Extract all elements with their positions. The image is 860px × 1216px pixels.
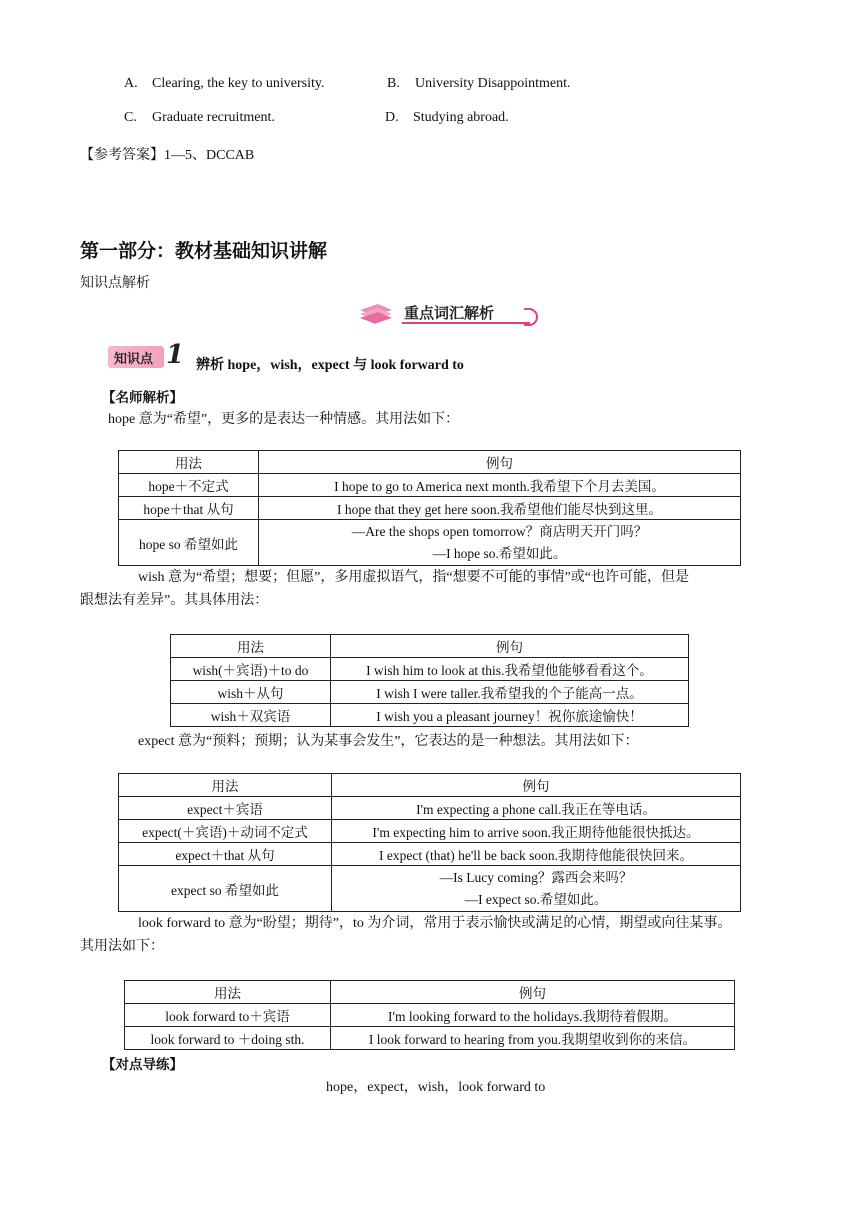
teacher-analysis-label: 【名师解析】 (102, 390, 183, 406)
look-forward-intro-line-2: 其用法如下： (80, 939, 164, 954)
usage-cell: hope so 希望如此 (119, 520, 259, 566)
usage-cell: expect so 希望如此 (119, 866, 332, 912)
header-example: 例句 (259, 451, 741, 474)
example-cell: I wish you a pleasant journey！祝你旅途愉快！ (331, 704, 689, 727)
header-example: 例句 (332, 774, 741, 797)
expect-intro: expect 意为“预料；预期；认为某事会发生”，它表达的是一种想法。其用法如下： (138, 734, 639, 749)
usage-cell: look forward to＋宾语 (125, 1004, 331, 1027)
header-usage: 用法 (171, 635, 331, 658)
header-example: 例句 (331, 981, 735, 1004)
subsection-title: 知识点解析 (80, 276, 150, 291)
look-forward-intro (80, 912, 790, 958)
example-cell: I wish I were taller.我希望我的个子能高一点。 (331, 681, 689, 704)
usage-cell: expect＋that 从句 (119, 843, 332, 866)
knowledge-point-badge-label: 知识点 (114, 352, 154, 367)
table-header-row (171, 635, 689, 658)
option-c (124, 110, 275, 126)
example-line-2: —I expect so.希望如此。 (464, 891, 608, 907)
wish-intro-line-1: wish 意为“希望；想要；但愿”，多用虚拟语气，指“想要不可能的事情”或“也许可能，但是 (138, 570, 690, 585)
option-b (387, 76, 571, 92)
table-row (171, 704, 689, 727)
example-line-1: —Is Lucy coming？露西会来吗？ (439, 869, 633, 885)
option-d (385, 110, 509, 126)
knowledge-point-number: 1 (166, 340, 185, 370)
option-c-text: Graduate recruitment. (152, 110, 275, 125)
usage-cell: expect＋宾语 (119, 797, 332, 820)
header-usage: 用法 (119, 774, 332, 797)
example-cell: I look forward to hearing from you.我期望收到你的来信。 (331, 1027, 735, 1050)
usage-cell: expect(＋宾语)＋动词不定式 (119, 820, 332, 843)
example-cell: I'm expecting him to arrive soon.我正期待他能很快抵达。 (332, 820, 741, 843)
example-cell (259, 520, 741, 566)
word-bank: hope，expect，wish，look forward to (326, 1080, 546, 1095)
example-cell: I expect (that) he'll be back soon.我期待他能很快回来。 (332, 843, 741, 866)
banner-hook (524, 308, 538, 326)
hope-intro: hope 意为“希望”，更多的是表达一种情感。其用法如下： (108, 412, 460, 427)
wish-intro-line-2: 跟想法有差异”。其具体用法： (80, 593, 269, 608)
option-d-text: Studying abroad. (413, 110, 509, 125)
hope-table (118, 450, 741, 566)
usage-cell: hope＋不定式 (119, 474, 259, 497)
table-row (119, 474, 741, 497)
banner-underline (402, 322, 530, 324)
example-cell: I hope that they get here soon.我希望他们能尽快到这里。 (259, 497, 741, 520)
header-example: 例句 (331, 635, 689, 658)
look-forward-intro-line-1: look forward to 意为“盼望；期待”，to 为介词，常用于表示愉快或满足的心情，期望或向往某事。 (138, 916, 732, 931)
table-row (119, 520, 741, 566)
knowledge-point-badge (108, 346, 164, 368)
wish-intro (80, 566, 780, 612)
option-a (124, 76, 325, 92)
example-cell: I'm looking forward to the holidays.我期待着假期。 (331, 1004, 735, 1027)
example-cell (332, 866, 741, 912)
table-row (119, 843, 741, 866)
header-usage: 用法 (119, 451, 259, 474)
expect-table (118, 773, 741, 912)
example-line-1: —Are the shops open tomorrow？商店明天开门吗？ (351, 523, 648, 539)
table-row (119, 497, 741, 520)
usage-cell: wish(＋宾语)＋to do (171, 658, 331, 681)
answer-key: 【参考答案】1—5、DCCAB (80, 148, 255, 163)
example-cell: I hope to go to America next month.我希望下个月去美国。 (259, 474, 741, 497)
option-d-letter: D. (385, 110, 399, 125)
option-a-text: Clearing, the key to university. (152, 76, 325, 91)
table-row (171, 658, 689, 681)
wish-table (170, 634, 689, 727)
option-a-letter: A. (124, 76, 138, 91)
table-header-row (119, 451, 741, 474)
table-row (119, 797, 741, 820)
table-row (119, 820, 741, 843)
books-icon (358, 302, 394, 326)
usage-cell: wish＋从句 (171, 681, 331, 704)
table-header-row (119, 774, 741, 797)
header-usage: 用法 (125, 981, 331, 1004)
example-line-2: —I hope so.希望如此。 (432, 545, 567, 561)
practice-label: 【对点导练】 (102, 1057, 183, 1073)
look-forward-table (124, 980, 735, 1050)
banner-title: 重点词汇解析 (404, 304, 495, 322)
option-c-letter: C. (124, 110, 137, 125)
example-cell: I'm expecting a phone call.我正在等电话。 (332, 797, 741, 820)
table-row (125, 1027, 735, 1050)
table-header-row (125, 981, 735, 1004)
option-b-text: University Disappointment. (415, 76, 571, 91)
usage-cell: look forward to ＋doing sth. (125, 1027, 331, 1050)
section-title: 第一部分：教材基础知识讲解 (80, 240, 328, 262)
table-row (119, 866, 741, 912)
option-b-letter: B. (387, 76, 400, 91)
usage-cell: wish＋双宾语 (171, 704, 331, 727)
vocab-banner (358, 298, 538, 330)
example-cell: I wish him to look at this.我希望他能够看看这个。 (331, 658, 689, 681)
table-row (125, 1004, 735, 1027)
table-row (171, 681, 689, 704)
usage-cell: hope＋that 从句 (119, 497, 259, 520)
knowledge-point-title: 辨析 hope，wish，expect 与 look forward to (196, 358, 464, 373)
